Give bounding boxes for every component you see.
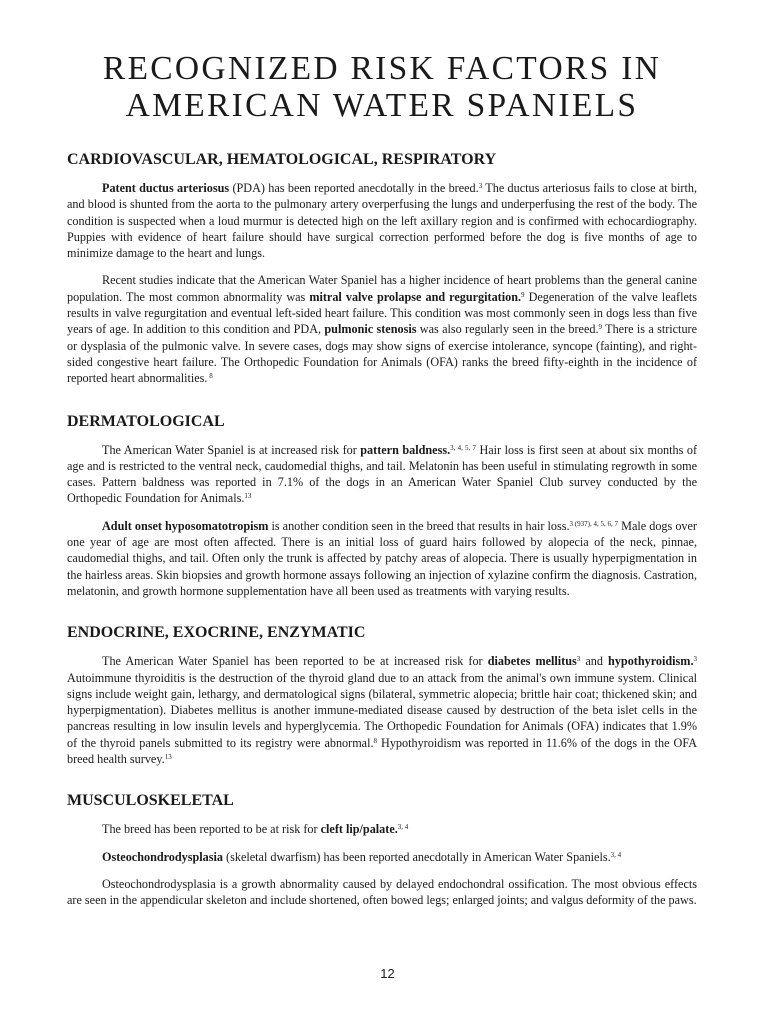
- paragraph-pattern-baldness: The American Water Spaniel is at increased risk for pattern baldness.$^{3, 4, 5, 7}$ Hair loss is first seen at about six months of age and is restricted to the ventral neck, caudomedial thighs, and tail. Melatonin has been useful in stimulating regrowth in some cases. Pattern baldness was reported in 7.1% of the dogs in an American Water Spaniel Club survey conducted by the Orthopedic Foundation for Animals.$^{13}$: [67, 442, 698, 506]
- citation: 3 (937), 4, 5, 6, 7: [569, 519, 619, 528]
- paragraph-hyposomatotropism: Adult onset hyposomatotropism is another condition seen in the breed that results in hair loss.$^{3 (937), 4, 5, 6, 7}$ Male dogs over one year of age are most often affected. There is an initial loss of guard hairs followed by alopecia of the neck, pinnae, caudomedial thighs, and tail. Often only the trunk is affected by patchy areas of alopecia. There is usually hyperpigmentation in the hairless areas. Skin biopsies and growth hormone assays following an injection of xylazine confirm the diagnosis. Castration, melatonin, and growth hormone supplementation have all been used as treatments with varying results.: [67, 518, 697, 598]
- term-pulmonic-stenosis: pulmonic stenosis: [324, 322, 417, 337]
- term-diabetes: diabetes mellitus: [487, 654, 577, 669]
- citation: 13: [164, 753, 172, 762]
- section-heading-endocrine: ENDOCRINE, EXOCRINE, ENZYMATIC: [67, 624, 366, 642]
- citation: 3: [478, 182, 483, 190]
- section-endocrine: [67, 623, 697, 767]
- page-content: [67, 50, 697, 909]
- term-pda: Patent ductus arteriosus: [102, 181, 230, 195]
- term-hyposomatotropism: Adult onset hyposomatotropism: [102, 518, 269, 533]
- paragraph-osteochondrodysplasia-detail: Osteochondrodysplasia is a growth abnormality caused by delayed endochondral ossification. The most obvious effects are seen in the appendicular skeleton and include shortened, often bowed legs; enlarged joints; and valgus deformity of the paws.: [67, 876, 697, 908]
- citation: 3, 4: [397, 823, 409, 832]
- section-heading-dermatological: DERMATOLOGICAL: [67, 412, 225, 430]
- section-heading-cardiovascular: CARDIOVASCULAR, HEMATOLOGICAL, RESPIRATORY: [67, 151, 497, 168]
- citation: 3: [576, 655, 581, 664]
- citation: 9: [521, 290, 525, 299]
- citation: 8: [207, 372, 213, 381]
- paragraph-cleft-lip: The breed has been reported to be at risk for cleft lip/palate.$^{3, 4}$: [102, 822, 409, 837]
- page-title-line-2: AMERICAN WATER SPANIELS: [125, 87, 639, 124]
- paragraph-heart-studies: Recent studies indicate that the American Water Spaniel has a higher incidence of heart problems than the general canine population. The most common abnormality was mitral valve prolapse and regurgitation.$^9$ Degeneration of the valve leaflets results in valve regurgitation and eventual left-sided heart failure. This condition was most commonly seen in dogs less than five years of age. In addition to this condition and PDA, pulmonic stenosis was also regularly seen in the breed.$^9$ There is a stricture or dysplasia of the pulmonic valve. In severe cases, dogs may show signs of exercise intolerance, syncope (fainting), and right-sided congestive heart failure. The Orthopedic Foundation for Animals (OFA) ranks the breed fifty-eighth in the incidence of reported heart abnormalities. $^8$: [67, 273, 698, 386]
- term-pattern-baldness: pattern baldness.: [360, 442, 451, 457]
- section-heading-musculoskeletal: MUSCULOSKELETAL: [67, 792, 234, 810]
- page-number: 12: [380, 966, 395, 981]
- paragraph-osteochondrodysplasia: Osteochondrodysplasia (skeletal dwarfism) has been reported anecdotally in American Water Spaniels.$^{3, 4}$: [102, 849, 622, 864]
- citation: 8: [373, 736, 378, 745]
- citation: 9: [598, 323, 603, 332]
- citation: 13: [244, 492, 252, 501]
- citation: 3, 4: [610, 850, 622, 859]
- paragraph-diabetes-hypothyroidism: The American Water Spaniel has been reported to be at increased risk for diabetes mellitus$^3$ and hypothyroidism.$^3$ Autoimmune thyroiditis is the destruction of the thyroid gland due to an attack from the animal's own immune system. Clinical signs include weight gain, lethargy, and dermatological signs (bilateral, symmetric alopecia; brittle hair coat; thickened skin; and hyperpigmentation). Diabetes mellitus is another immune-mediated disease caused by destruction of the beta islet cells in the pancreas resulting in low insulin levels and hyperglycemia. The Orthopedic Foundation for Animals (OFA) indicates that 1.9% of the thyroid panels submitted to its registry were abnormal.$^8$ Hypothyroidism was reported in 11.6% of the dogs in the OFA breed health survey.$^{13}$: [67, 654, 697, 767]
- citation: 3: [693, 655, 697, 664]
- page-title-line-1: RECOGNIZED RISK FACTORS IN: [102, 50, 662, 87]
- term-osteochondrodysplasia: Osteochondrodysplasia: [102, 849, 223, 864]
- term-cleft-lip: cleft lip/palate.: [320, 822, 398, 837]
- section-musculoskeletal: [67, 791, 697, 908]
- term-hypothyroidism: hypothyroidism.: [608, 654, 694, 669]
- paragraph-pda: Patent ductus arteriosus (PDA) has been reported anecdotally in the breed.$^3$ The ductus arteriosus fails to close at birth, and blood is shunted from the aorta to the pulmonary artery overperfusing the lungs and underperfusing the rest of the body. The condition is suspected when a loud murmur is detected high on the left axillary region and is confirmed with echocardiography. Puppies with evidence of heart failure should have surgical correction performed before the dog is five months of age to minimize damage to the heart and lungs.: [67, 181, 698, 261]
- section-cardiovascular: [67, 150, 697, 387]
- term-mitral-valve: mitral valve prolapse and regurgitation.: [309, 289, 522, 304]
- citation: 3, 4, 5, 7: [450, 443, 476, 452]
- section-dermatological: [67, 412, 697, 600]
- page-title: [67, 50, 697, 124]
